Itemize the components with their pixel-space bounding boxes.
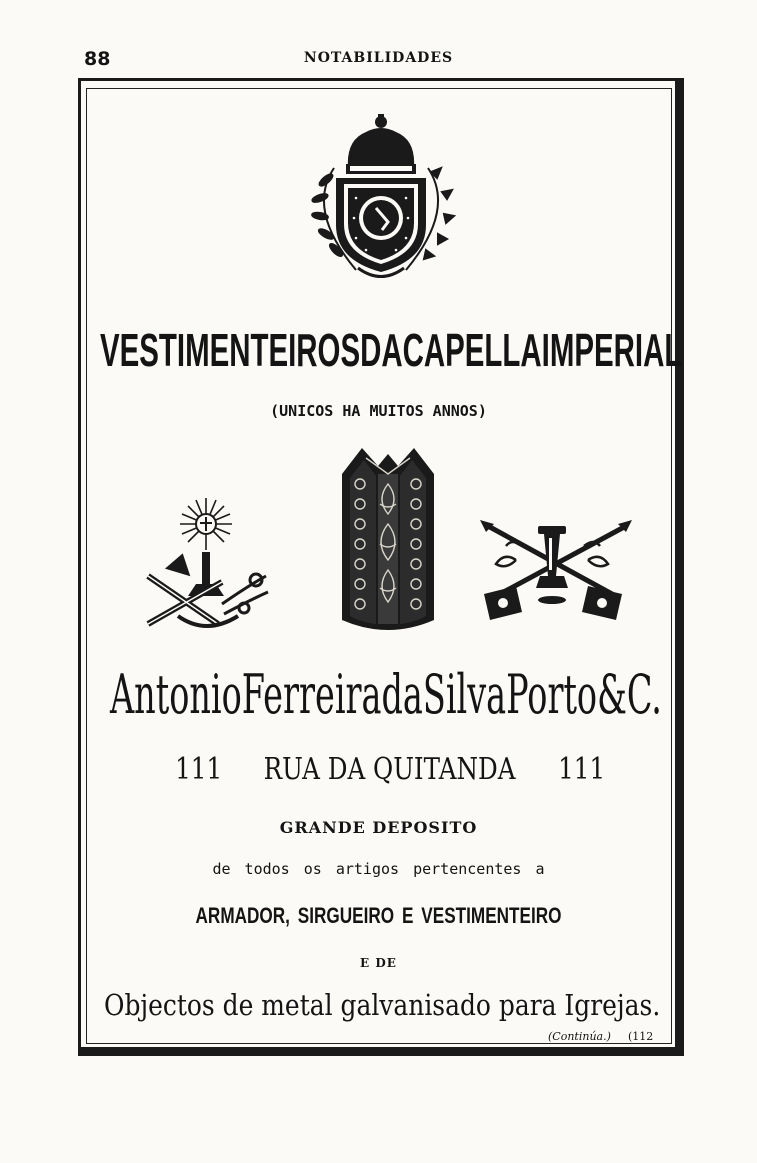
objects-line: Objectos de metal galvanisado para Igrejas. (104, 988, 661, 1022)
firm-word: Ferreira (241, 663, 382, 726)
advert-title (100, 318, 683, 382)
articles-line: de todos os artigos pertencentes a (212, 860, 545, 878)
street-address (170, 750, 610, 790)
advert-subtitle: (UNICOS HA MUITOS ANNOS) (270, 402, 487, 420)
firm-word: Silva (422, 663, 507, 726)
address-number-right: 111 (557, 752, 605, 787)
title-word: DA (360, 324, 403, 376)
address-number-left: 111 (175, 752, 223, 787)
and-line: E DE (360, 956, 397, 970)
page-number: 88 (84, 48, 111, 70)
monstrance-icon (138, 496, 274, 632)
firm-word: Porto (506, 663, 598, 726)
imperial-coat-of-arms (296, 110, 466, 285)
continua-note: (Continúa.) (548, 1030, 611, 1043)
title-word: IMPERIAL (541, 324, 683, 376)
reference-number: (112 (628, 1030, 654, 1043)
title-word: CAPELLA (402, 324, 542, 376)
firm-name (110, 655, 662, 735)
chasuble-icon (336, 444, 440, 636)
firm-word: da (381, 663, 423, 726)
firm-word: Antonio (110, 663, 242, 726)
firm-word: & (597, 663, 627, 726)
deposit-heading: GRANDE DEPOSITO (279, 818, 478, 837)
firm-word: C. (626, 663, 662, 726)
trades-line: ARMADOR, SIRGUEIRO E VESTIMENTEIRO (195, 903, 562, 928)
crossed-maces-icon (476, 516, 636, 626)
title-word: VESTIMENTEIROS (100, 324, 361, 376)
running-head: NOTABILIDADES (303, 50, 454, 66)
address-street: RUA DA QUITANDA (264, 752, 516, 787)
